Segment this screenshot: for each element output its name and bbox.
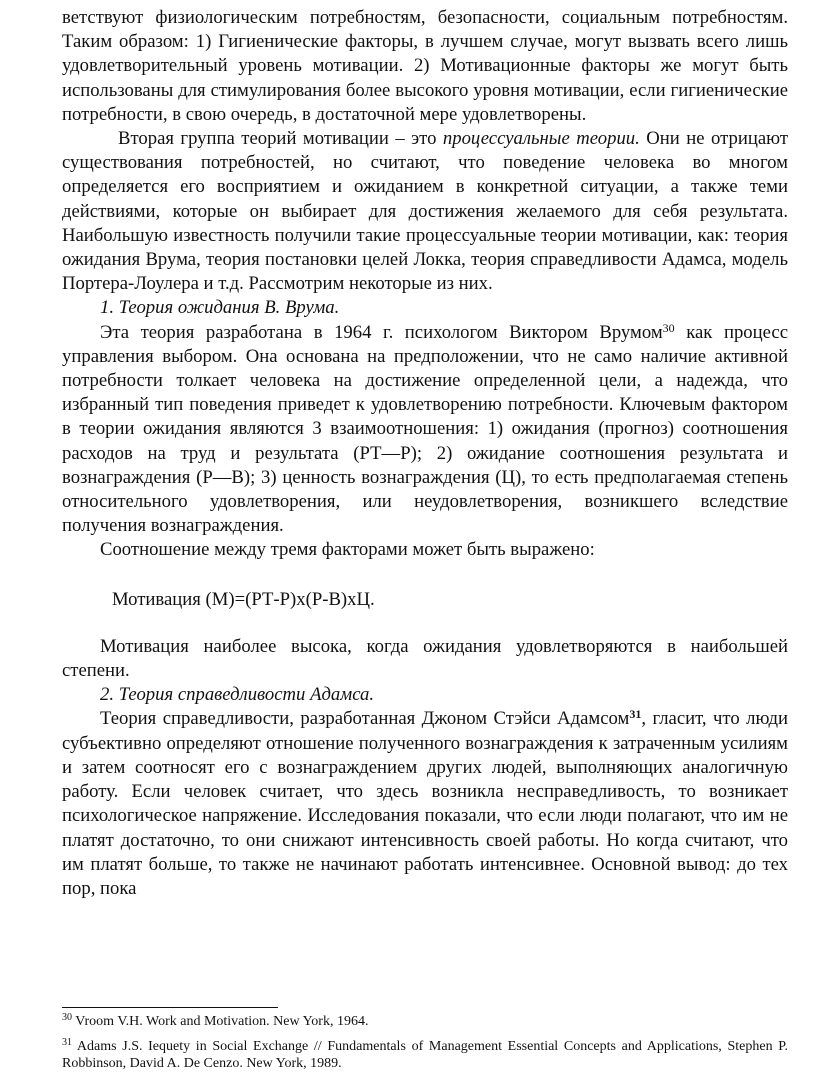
paragraph-text: Теория справедливости, разработанная Джоном Стэйси Адамсом [100,708,630,730]
italic-term: процессуальные теории. [442,128,640,150]
section-heading-adams: 2. Теория справедливости Адамса. [100,684,375,706]
footnote-text: Vroom V.H. Work and Motivation. New York, 1964. [75,1014,369,1029]
footnote-number: 31 [62,1037,72,1048]
paragraph-text: Эта теория разработана в 1964 г. психологом Виктором Врумом [100,321,663,343]
paragraph-vroom-theory [62,321,788,539]
paragraph-text: Вторая группа теорий мотивации – это [118,128,443,150]
footnote-ref-30[interactable]: 30 [662,320,675,335]
page-body [62,6,788,901]
paragraph-text: , гласит, что люди субъективно определяют отношение полученного вознаграждения к затраченным усилиям и затем соотносят его с вознаграждением других людей, выполняющих аналогичную работу. Если человек считает, что здесь возникла несправедливость, то возникает психологическое напряжение. Исследования показали, что если люди полагают, что им не платят достаточно, то они снижают интенсивность своей работы. Но когда считают, что им платят больше, то также не начинают работать интенсивнее. Основной вывод: до тех пор, пока [62,708,788,899]
footnote-30 [62,1013,788,1030]
footnote-31 [62,1038,788,1072]
footnote-ref-31[interactable]: 31 [629,707,642,722]
paragraph-motivation-high: Мотивация наиболее высока, когда ожидания удовлетворяются в наибольшей степени. [62,635,788,682]
footnote-number: 30 [62,1012,72,1023]
footnotes [62,1013,788,1080]
paragraph-hygiene-factors: ветствуют физиологическим потребностям, безопасности, социальным потребностям. Таким образом: 1) Гигиенические факторы, в лучшем случае, могут вызвать всего лишь удовлетворительный уровень мотивации. 2) Мотивационные факторы же могут быть использованы для стимулирования более высокого уровня мотивации, если гигиенические потребности, в свою очередь, в достаточной мере удовлетворены. [62,7,788,125]
paragraph-text: Они не отрицают существования потребностей, но считают, что поведение человека во многом определяется его восприятием и ожиданием в конкретной ситуации, а также теми действиями, которые он выбирает для достижения желаемого для себя результата. Наибольшую известность получили такие процессуальные теории мотивации, как: теория ожидания Врума, теория постановки целей Локка, теория справедливости Адамса, модель Портера-Лоулера и т.д. Рассмотрим некоторые из них. [62,128,789,295]
footnote-text: Adams J.S. Iequety in Social Exchange // Fundamentals of Management Essential Concepts and Applications, Stephen P. Robbinson, David A. De Cenzo. New York, 1989. [62,1039,788,1071]
section-heading-vroom: 1. Теория ожидания В. Врума. [100,297,340,319]
footnote-divider [62,1007,278,1008]
paragraph-adams-theory [62,707,788,901]
paragraph-process-theories [62,127,788,296]
formula: Мотивация (М)=(РТ-Р)х(Р-В)хЦ. [112,588,375,610]
paragraph-relation-intro: Соотношение между тремя факторами может быть выражено: [100,539,595,561]
paragraph-text: как процесс управления выбором. Она основана на предположении, что не само наличие активной потребности толкает человека на достижение определенной цели, а надежда, что избранный тип поведения приведет к удовлетворению потребности. Ключевым фактором в теории ожидания являются 3 взаимоотношения: 1) ожидания (прогноз) соотношения расходов на труд и результата (РТ—Р); 2) ожидание соотношения результата и вознаграждения (Р—В); 3) ценность вознаграждения (Ц), то есть предполагаемая степень относительного удовлетворения, или неудовлетворения, возникшего вследствие получения вознаграждения. [62,321,788,537]
